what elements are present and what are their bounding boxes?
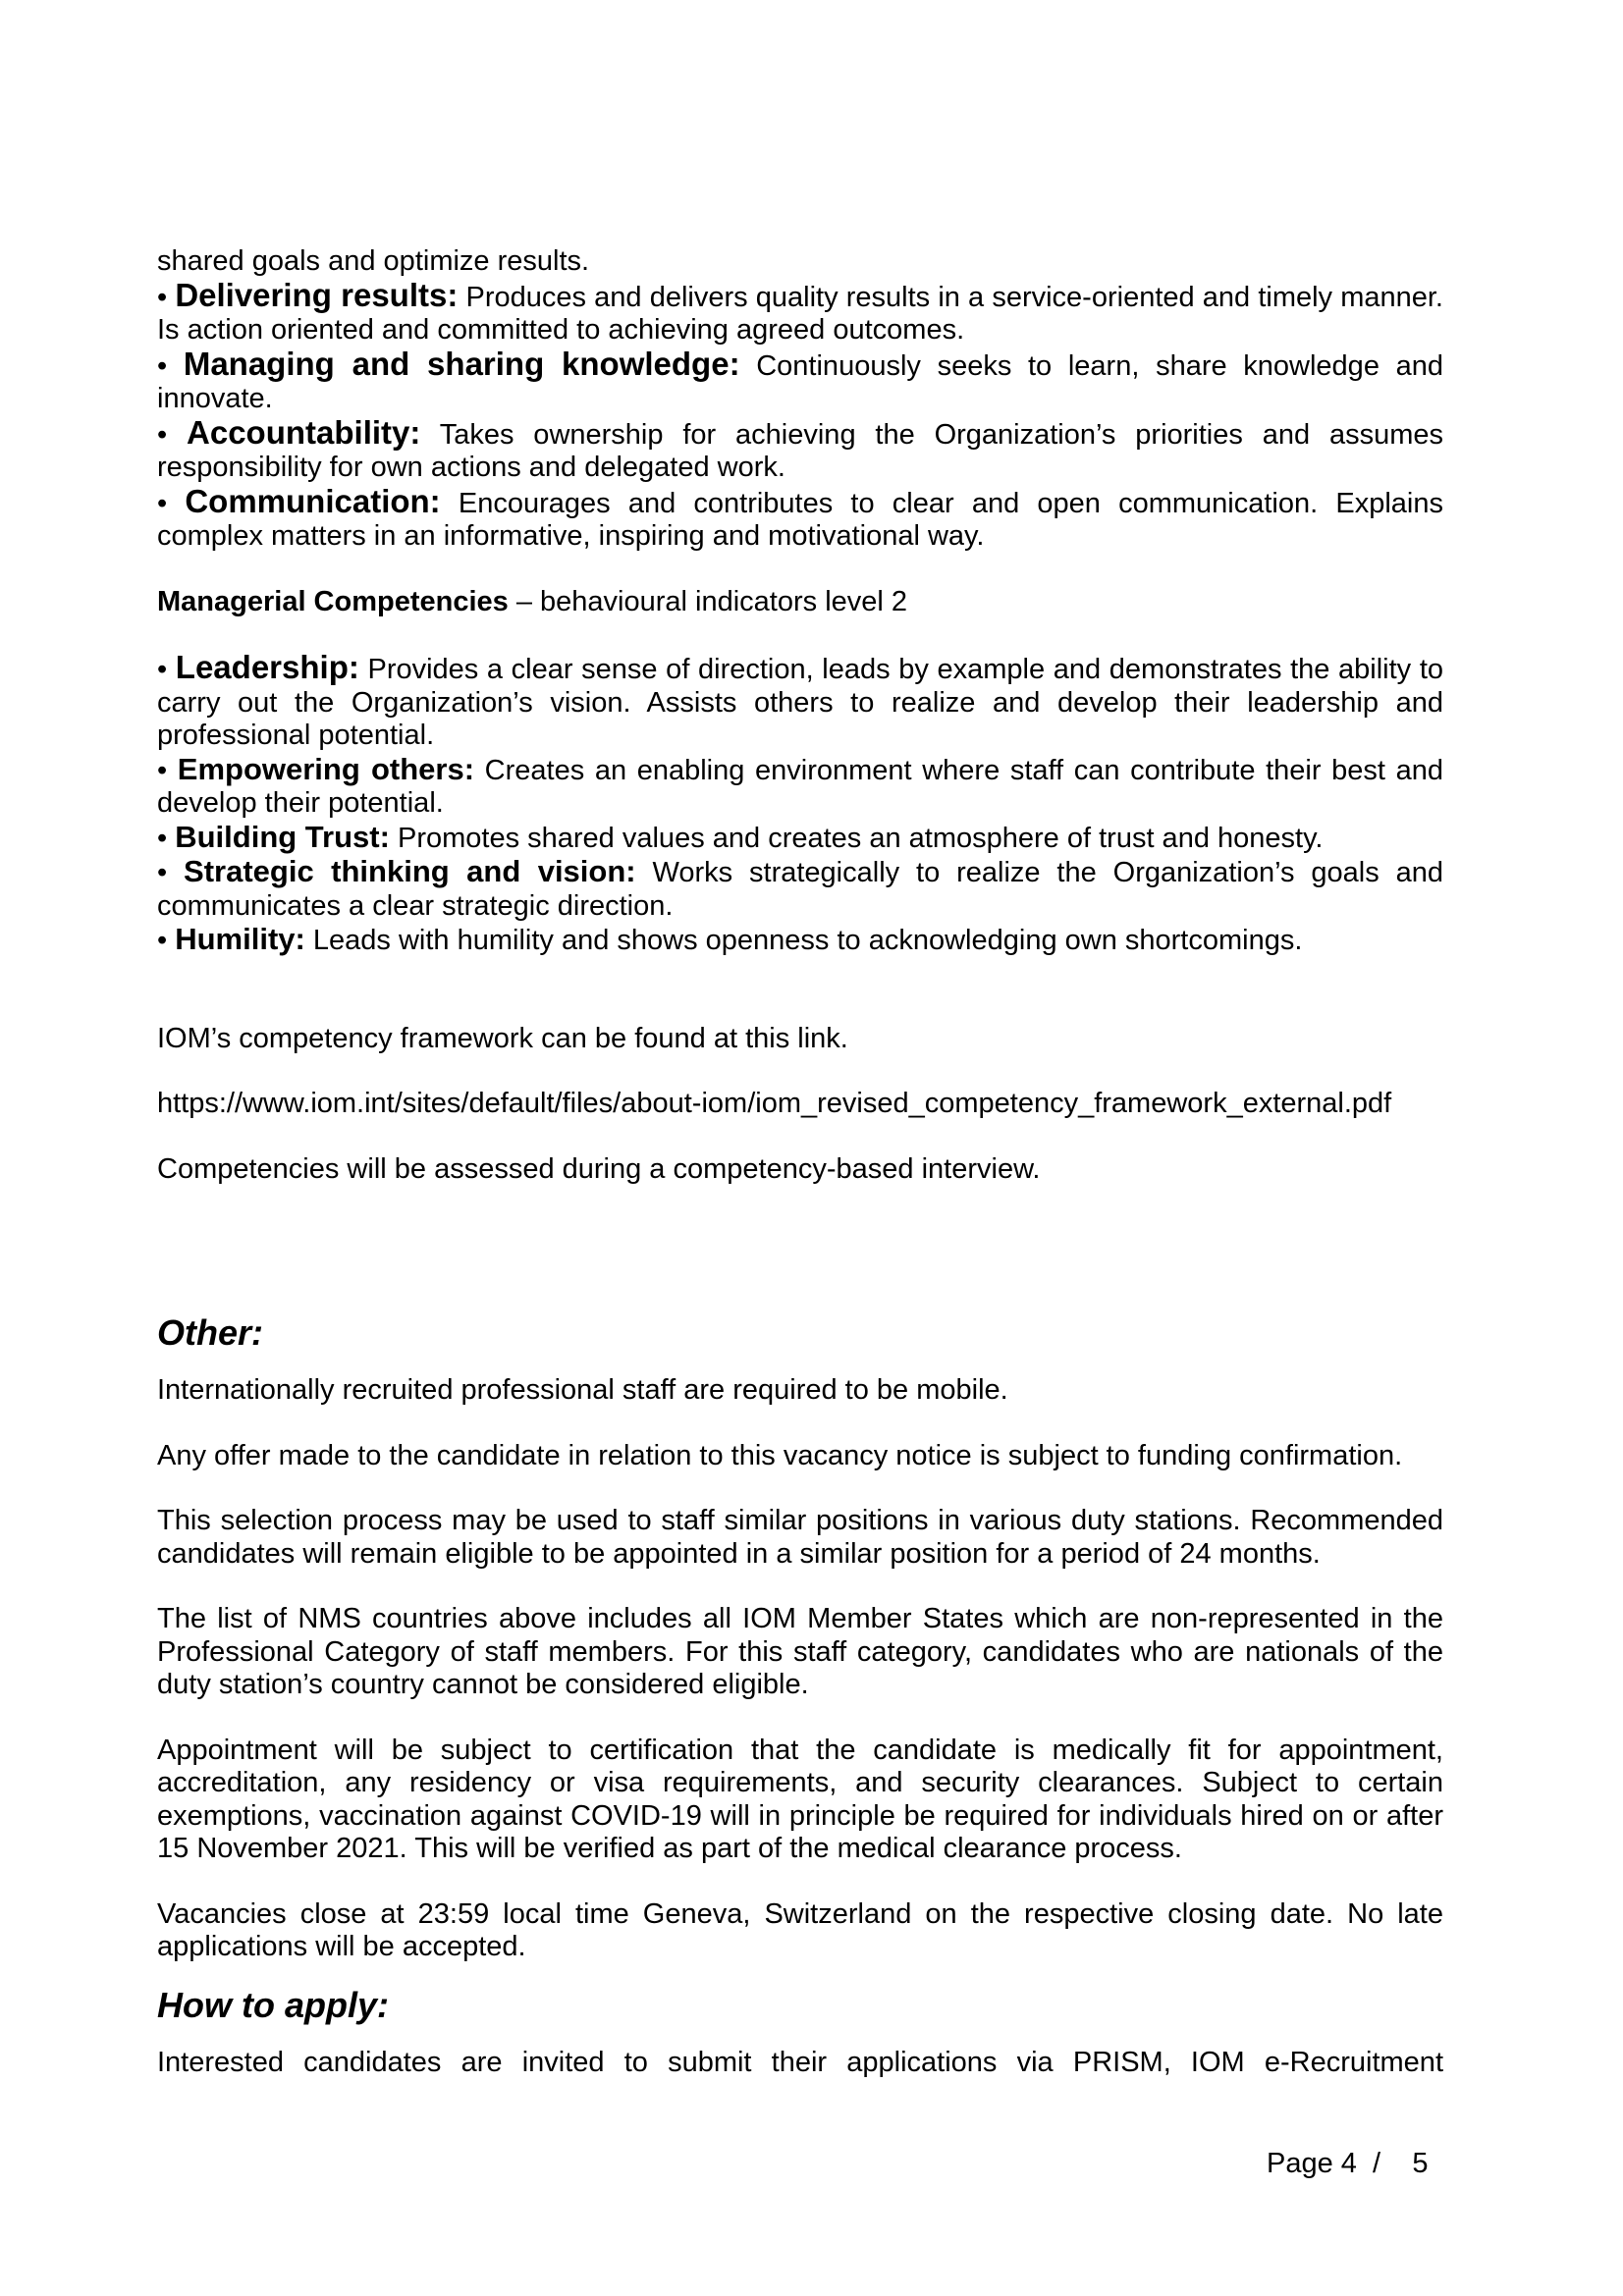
competency-text: Promotes shared values and creates an atmosphere of trust and honesty. [389, 822, 1324, 854]
competency-text: Leads with humility and shows openness to acknowledging own shortcomings. [304, 925, 1303, 956]
competency-term: Strategic thinking and vision: [184, 854, 636, 888]
competency-term: Humility: [175, 922, 305, 956]
competency-term: Managing and sharing knowledge: [183, 345, 740, 382]
list-item: • Building Trust: Promotes shared values and creates an atmosphere of trust and honesty. [157, 819, 1324, 854]
other-paragraph: Any offer made to the candidate in relation to this vacancy notice is subject to funding confirmation. [157, 1439, 1403, 1471]
list-item: • Leadership: Provides a clear sense of direction, leads by example and demonstrates the ability to carry out the Organization’s vision. Assists others to realize and develop their leadership and professional potential. [157, 649, 1444, 751]
managerial-title: Managerial Competencies [157, 585, 509, 617]
other-paragraph: Vacancies close at 23:59 local time Geneva, Switzerland on the respective closing date. No late applications will be accepted. [157, 1897, 1443, 1962]
other-paragraph: Internationally recruited professional staff are required to be mobile. [157, 1374, 1008, 1406]
list-item: • Empowering others: Creates an enabling environment where staff can contribute their best and develop their potential. [157, 751, 1443, 819]
competency-term: Building Trust: [175, 819, 390, 854]
competency-text: Encourages and contributes to clear and open communication. Explains complex matters in an informative, inspiring and motivational way. [157, 487, 1443, 552]
core-competencies-list [157, 276, 1444, 554]
competency-term: Leadership: [175, 649, 359, 685]
other-paragraph: The list of NMS countries above includes all IOM Member States which are non-represented in the Professional Category of staff members. For this staff category, candidates who are nationals of the duty station’s country cannot be considered eligible. [157, 1603, 1443, 1700]
competency-text: Provides a clear sense of direction, leads by example and demonstrates the ability to carry out the Organization’s vision. Assists others to realize and develop their leadership and professional potential. [157, 654, 1444, 751]
managerial-subtitle: – behavioural indicators level 2 [508, 585, 908, 617]
assessment-text: Competencies will be assessed during a competency-based interview. [157, 1152, 1041, 1185]
competency-term: Delivering results: [175, 276, 459, 313]
list-item: • Strategic thinking and vision: Works strategically to realize the Organization’s goals and communicates a clear strategic direction. [157, 854, 1443, 922]
list-item: • Delivering results: Produces and delivers quality results in a service-oriented and timely manner. Is action oriented and committed to achieving agreed outcomes. [157, 276, 1443, 346]
competency-text: Creates an enabling environment where staff can contribute their best and develop their potential. [157, 754, 1443, 819]
other-paragraph: Appointment will be subject to certification that the candidate is medically fit for appointment, accreditation, any residency or visa requirements, and security clearances. Subject to certain exemptions, vaccination against COVID-19 will in principle be required for individuals hired on or after 15 November 2021. This will be verified as part of the medical clearance process. [157, 1734, 1443, 1864]
intro-tail: shared goals and optimize results. [157, 245, 590, 277]
managerial-heading [157, 586, 1443, 619]
competency-text: Continuously seeks to learn, share knowledge and innovate. [157, 349, 1444, 414]
other-paragraph: This selection process may be used to staff similar positions in various duty stations. Recommended candidates will remain eligible to be appointed in a similar position for a period of 24 months. [157, 1505, 1443, 1570]
page-number: Page 4 / 5 [1267, 2148, 1429, 2179]
list-item: • Communication: Encourages and contributes to clear and open communication. Explains complex matters in an informative, inspiring and motivational way. [157, 482, 1443, 552]
competency-text: Works strategically to realize the Organization’s goals and communicates a clear strategic direction. [157, 857, 1443, 922]
other-heading: Other: [157, 1312, 263, 1353]
competency-term: Empowering others: [177, 751, 475, 786]
list-item: • Managing and sharing knowledge: Continuously seeks to learn, share knowledge and innovate. [157, 345, 1444, 414]
list-item: • Accountability: Takes ownership for achieving the Organization’s priorities and assumes responsibility for own actions and delegated work. [157, 413, 1443, 483]
how-to-apply-heading: How to apply: [157, 1984, 389, 2025]
page-content [157, 245, 1443, 2079]
how-to-apply-text: Interested candidates are invited to submit their applications via PRISM, IOM e-Recruitment [157, 2046, 1443, 2078]
competency-text: Takes ownership for achieving the Organization’s priorities and assumes responsibility for own actions and delegated work. [157, 418, 1443, 483]
managerial-competencies-list [157, 651, 1443, 958]
list-item: • Humility: Leads with humility and shows openness to acknowledging own shortcomings. [157, 922, 1303, 956]
competency-term: Communication: [185, 482, 441, 519]
framework-text: IOM’s competency framework can be found at this link. [157, 1022, 848, 1054]
framework-link[interactable]: https://www.iom.int/sites/default/files/about-iom/iom_revised_competency_framework_external.pdf [157, 1088, 1392, 1119]
competency-text: Produces and delivers quality results in a service-oriented and timely manner. Is action oriented and committed to achieving agreed outcomes. [157, 281, 1443, 346]
competency-term: Accountability: [187, 413, 421, 451]
